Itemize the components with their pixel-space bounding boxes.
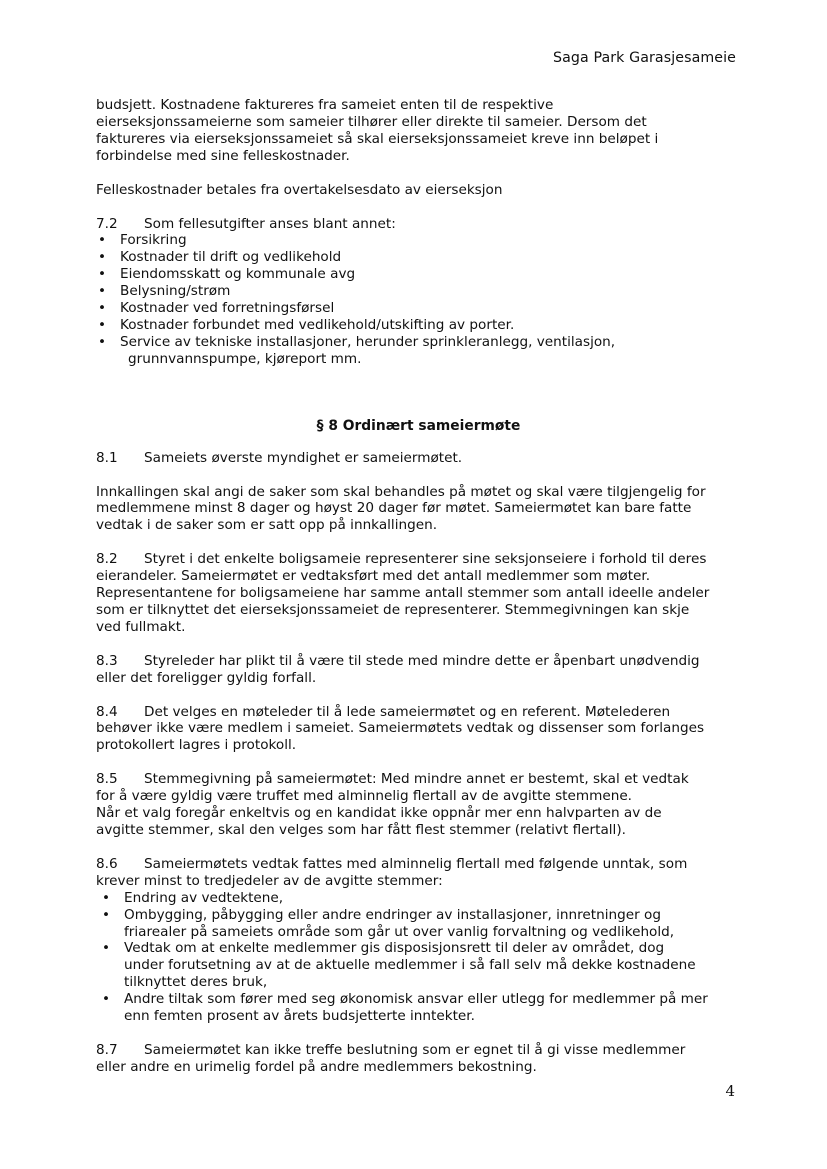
list-item: • Service av tekniske installasjoner, herunder sprinkleranlegg, ventilasjon, grunnvannspumpe, kjøreport mm. [98,333,616,367]
clause-8-4: 8.4 Det velges en møteleder til å lede sameiermøtet og en referent. Møtelederen behøver ikke være medlem i sameiet. Sameiermøtets vedtak og dissenser som forlanges protokollert lagres i protokoll. [96,703,705,754]
clause-text: Sameiets øverste myndighet er sameiermøtet. [144,449,463,466]
clause-8-7: 8.7 Sameiermøtet kan ikke treffe beslutning som er egnet til å gi visse medlemmer eller andre en urimelig fordel på andre medlemmers bekostning. [96,1041,686,1075]
list-item: • Kostnader forbundet med vedlikehold/utskifting av porter. [98,316,515,333]
clause-number: 8.7 [96,1041,118,1058]
clause-8-2: 8.2 Styret i det enkelte boligsameie representerer sine seksjonseiere i forhold til deres eierandeler. Sameiermøtet er vedtaksført med det antall medlemmer som møter. Representantene for boligsameiene har samme antall stemmer som antall ideelle andeler som er tilknyttet det eierseksjonssameiet de representerer. Stemmegivningen kan skje ved fullmakt. [96,551,710,635]
list-item: • Belysning/strøm [98,283,231,300]
text-line: forbindelse med sine felleskostnader. [96,147,350,164]
page-header: Saga Park Garasjesameie [553,50,736,66]
text-line: eierseksjonssameierne som sameier tilhører eller direkte til sameier. Dersom det [96,113,647,130]
clause-text: Som fellesutgifter anses blant annet: [144,215,396,232]
clause-number: 8.2 [96,551,118,568]
clause-8-6: 8.6 Sameiermøtets vedtak fattes med alminnelig flertall med følgende unntak, som krever minst to tredjedeler av de avgitte stemmer: • Endring av vedtektene, • Ombygging, påbygging eller andre endringer av installasjoner, innretninger og friarealer på sameiets område som går ut over vanlig forvaltning og vedlikehold, • Vedtak om at enkelte medlemmer gis disposisjonsrett til deler av området, dog under forutsetning av at de aktuelle medlemmer i så fall selv må dekke kostnadene tilknyttet deres bruk, • Andre tiltak som fører med seg økonomisk ansvar eller utlegg for medlemmer på mer enn femten prosent av årets budsjetterte inntekter. [96,856,741,1025]
bullet-icon: • [98,266,107,283]
expense-list [96,232,741,367]
intro-paragraph [96,97,741,165]
bullet-icon: • [98,232,107,249]
bullet-icon: • [98,249,107,266]
exception-list [96,890,741,1025]
clause-number: 8.1 [96,449,118,466]
bullet-icon: • [98,283,107,300]
bullet-icon: • [102,889,111,906]
list-item: • Andre tiltak som fører med seg økonomisk ansvar eller utlegg for medlemmer på mer enn femten prosent av årets budsjetterte inntekter. [102,991,708,1025]
text-line: budsjett. Kostnadene faktureres fra sameiet enten til de respektive [96,97,554,113]
document-body [96,97,741,1076]
list-item: • Ombygging, påbygging eller andre endringer av installasjoner, innretninger og friarealer på sameiets område som går ut over vanlig forvaltning og vedlikehold, [102,906,675,940]
text-line: faktureres via eierseksjonssameiet så skal eierseksjonssameiet kreve inn beløpet i [96,130,659,147]
clause-8-1 [96,450,741,467]
clause-8-5: 8.5 Stemmegivning på sameiermøtet: Med mindre annet er bestemt, skal et vedtak for å være gyldig være truffet med alminnelig flertall av de avgitte stemmene. Når et valg foregår enkeltvis og en kandidat ikke oppnår mer enn halvparten av de avgitte stemmer, skal den velges som har fått flest stemmer (relativt flertall). [96,771,689,838]
page-number: 4 [725,1082,735,1100]
clause-number: 7.2 [96,215,118,232]
bullet-icon: • [98,333,107,350]
clause-8-3: 8.3 Styreleder har plikt til å være til stede med mindre dette er åpenbart unødvendig eller det foreligger gyldig forfall. [96,652,700,686]
innkalling-paragraph: Innkallingen skal angi de saker som skal behandles på møtet og skal være tilgjengelig for medlemmene minst 8 dager og høyst 20 dager før møtet. Sameiermøtet kan bare fatte vedtak i de saker som er satt opp på innkallingen. [96,483,706,534]
section-title: § 8 Ordinært sameiermøte [316,417,521,434]
list-item: • Vedtak om at enkelte medlemmer gis disposisjonsrett til deler av området, dog under forutsetning av at de aktuelle medlemmer i så fall selv må dekke kostnadene tilknyttet deres bruk, [102,940,696,991]
bullet-icon: • [98,316,107,333]
bullet-icon: • [98,300,107,317]
clause-number: 8.4 [96,703,118,720]
list-item: • Kostnader til drift og vedlikehold [98,249,342,266]
clause-7-2 [96,216,741,368]
bullet-icon: • [102,991,111,1008]
clause-number: 8.6 [96,855,118,872]
bullet-icon: • [102,906,111,923]
list-item: • Eiendomsskatt og kommunale avg [98,266,356,283]
felleskost-paragraph: Felleskostnader betales fra overtakelsesdato av eierseksjon [96,181,503,198]
clause-number: 8.3 [96,652,118,669]
clause-number: 8.5 [96,771,118,788]
list-item: • Forsikring [98,232,187,249]
bullet-icon: • [102,940,111,957]
list-item: • Endring av vedtektene, [102,889,284,906]
list-item: • Kostnader ved forretningsførsel [98,300,335,317]
